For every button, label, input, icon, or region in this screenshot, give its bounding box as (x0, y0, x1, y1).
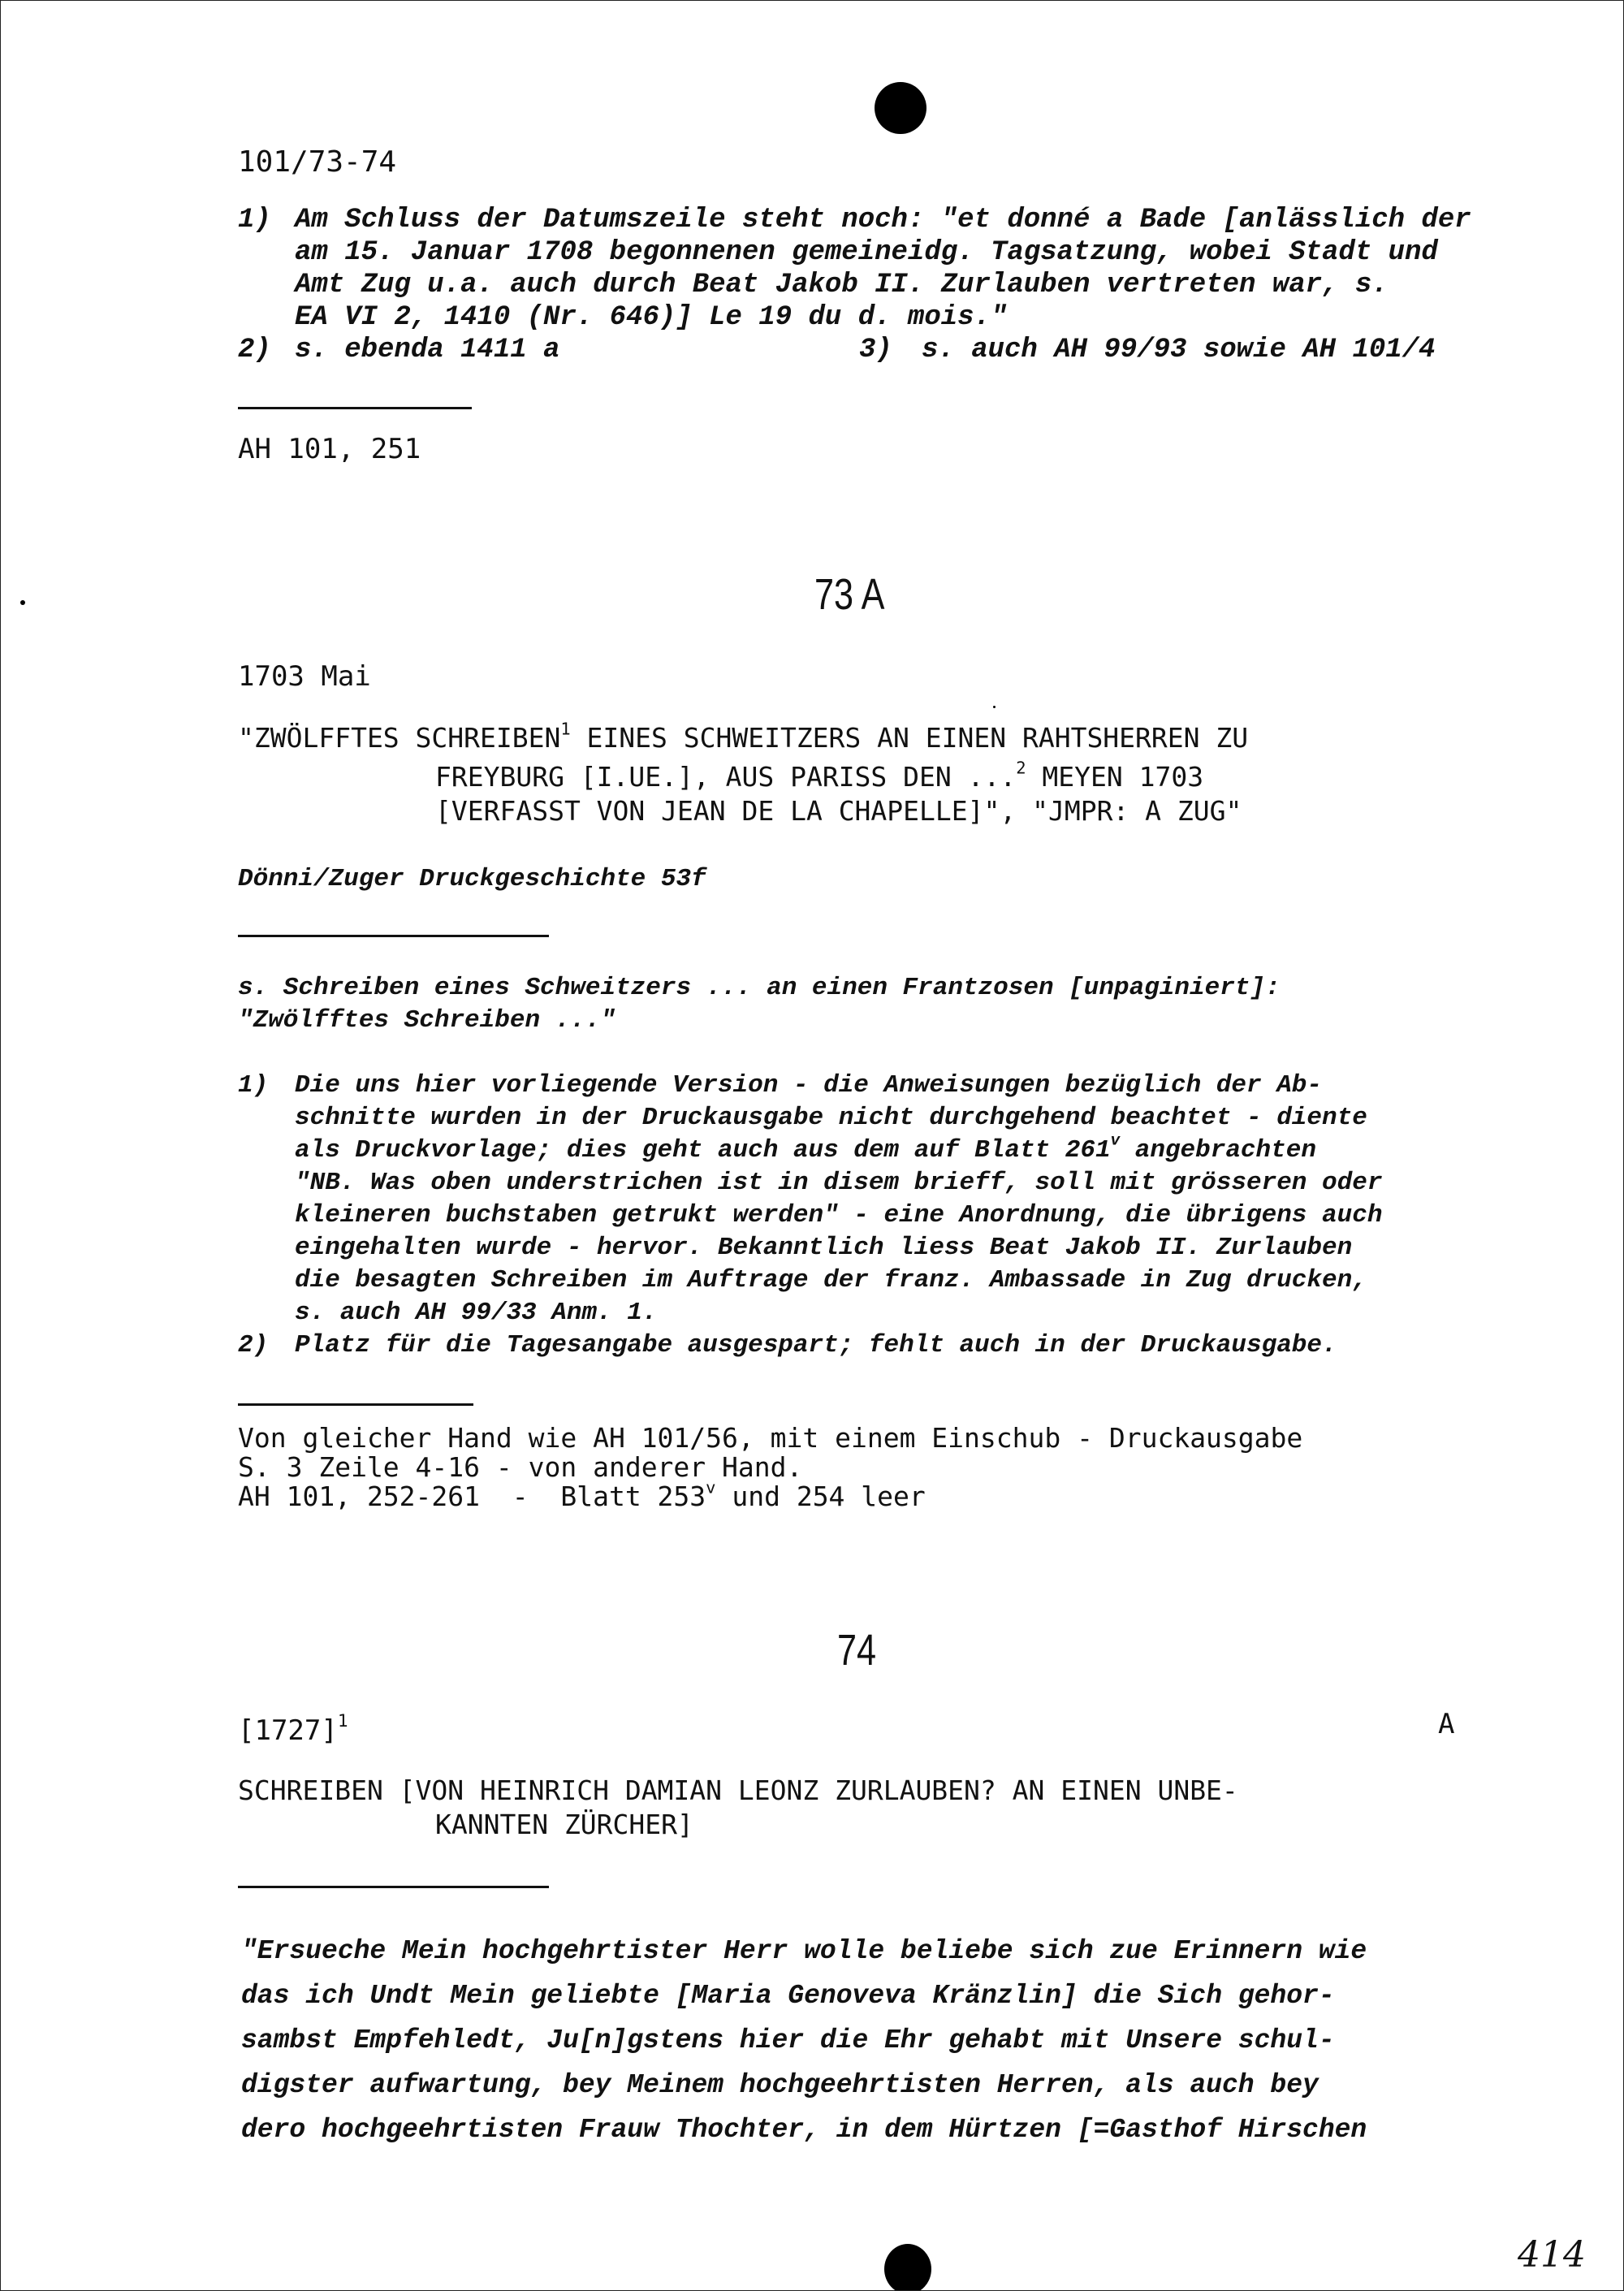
divider-rule (238, 1403, 473, 1406)
quoted-letter-text (241, 1929, 1508, 2156)
footnotes-previous (238, 204, 1505, 366)
footnote-line: schnitte wurden in der Druckausgabe nicht durchgehend beachtet - diente (295, 1104, 1367, 1132)
footnote-number: 1) (238, 205, 271, 236)
quote-line: "Ersueche Mein hochgehrtister Herr wolle beliebe sich zue Erinnern wie (241, 1936, 1367, 1966)
footnote-line: kleineren buchstaben getrukt werden" - eine Anordnung, die übrigens auch (295, 1201, 1383, 1230)
punch-hole-top (875, 82, 926, 134)
footnote-line: am 15. Januar 1708 begonnenen gemeineidg. Tagsatzung, wobei Stadt und (295, 237, 1438, 268)
footnote-line: EA VI 2, 1410 (Nr. 646)] Le 19 du d. mois." (295, 302, 1008, 333)
divider-rule (238, 1886, 549, 1888)
document-number-73a: 73 A (814, 570, 885, 619)
hand-note-line: Von gleicher Hand wie AH 101/56, mit einem Einschub - Druckausgabe (238, 1422, 1303, 1454)
footnote-line: eingehalten wurde - hervor. Bekanntlich liess Beat Jakob II. Zurlauben (295, 1234, 1353, 1262)
source-citation: Dönni/Zuger Druckgeschichte 53f (238, 865, 706, 893)
footnote-number: 3) (859, 335, 892, 365)
footnote-line: Am Schluss der Datumszeile steht noch: "et donné a Bade [anlässlich der (295, 205, 1471, 236)
speck-mark (20, 600, 25, 605)
document-letter: A (1438, 1708, 1455, 1740)
speck-mark (993, 706, 996, 708)
footnote-line: als Druckvorlage; dies geht auch aus dem auf Blatt 261$^v$ angebrachten (295, 1131, 1316, 1165)
divider-rule (238, 935, 549, 937)
footnote-number: 1) (238, 1071, 269, 1100)
footnote-line: Amt Zug u.a. auch durch Beat Jakob II. Zurlauben vertreten war, s. (295, 270, 1389, 300)
footnote-line: "NB. Was oben understrichen ist in disem brieff, soll mit grösseren oder (295, 1169, 1383, 1197)
document-title-line: SCHREIBEN [VON HEINRICH DAMIAN LEONZ ZURLAUBEN? AN EINEN UNBE- (238, 1774, 1238, 1806)
document-title-line: KANNTEN ZÜRCHER] (435, 1809, 693, 1840)
footnote-number: 2) (238, 335, 271, 365)
quote-line: das ich Undt Mein geliebte [Maria Genoveva Kränzlin] die Sich gehor- (241, 1981, 1335, 2011)
quote-line: dero hochgeehrtisten Frauw Thochter, in dem Hürtzen [=Gasthof Hirschen (241, 2115, 1367, 2145)
cross-reference-line: "Zwölfftes Schreiben ..." (238, 1006, 616, 1035)
document-title-line: "ZWÖLFFTES SCHREIBEN$^1$ EINES SCHWEITZERS AN EINEN RAHTSHERREN ZU (238, 719, 1249, 754)
footnote-line: Platz für die Tagesangabe ausgespart; fehlt auch in der Druckausgabe. (295, 1331, 1337, 1359)
cross-reference-line: s. Schreiben eines Schweitzers ... an einen Frantzosen [unpaginiert]: (238, 974, 1281, 1002)
document-number-74: 74 (837, 1626, 877, 1675)
hand-note-line: AH 101, 252-261 - Blatt 253$^v$ und 254 leer (238, 1477, 926, 1512)
footnote-line: s. auch AH 99/93 sowie AH 101/4 (922, 335, 1436, 365)
reference-header: 101/73-74 (238, 145, 397, 179)
footnote-line: s. ebenda 1411 a (295, 335, 560, 365)
document-date: 1703 Mai (238, 660, 371, 693)
footnote-line: die besagten Schreiben im Auftrage der franz. Ambassade in Zug drucken, (295, 1266, 1367, 1295)
footnote-number: 2) (238, 1331, 269, 1359)
document-title-line: [VERFASST VON JEAN DE LA CHAPELLE]", "JMPR: A ZUG" (435, 795, 1242, 827)
footnote-line: Die uns hier vorliegende Version - die Anweisungen bezüglich der Ab- (295, 1071, 1323, 1100)
punch-hole-bottom (884, 2244, 931, 2291)
hand-note-line: S. 3 Zeile 4-16 - von anderer Hand. (238, 1451, 803, 1483)
footnote-line: s. auch AH 99/33 Anm. 1. (295, 1299, 658, 1327)
document-title-line: FREYBURG [I.UE.], AUS PARISS DEN ...$^2$ MEYEN 1703 (435, 758, 1204, 793)
footnotes-73a (238, 1070, 1505, 1362)
document-date: $[1727]^1$ (238, 1710, 348, 1747)
divider-rule (238, 407, 472, 409)
quote-line: sambst Empfehledt, Ju[n]gstens hier die Ehr gehabt mit Unsere schul- (241, 2025, 1335, 2055)
quote-line: digster aufwartung, bey Meinem hochgeehrtisten Herren, als auch bey (241, 2070, 1319, 2100)
archive-reference: AH 101, 251 (238, 433, 421, 465)
page-number: 414 (1518, 2234, 1586, 2276)
